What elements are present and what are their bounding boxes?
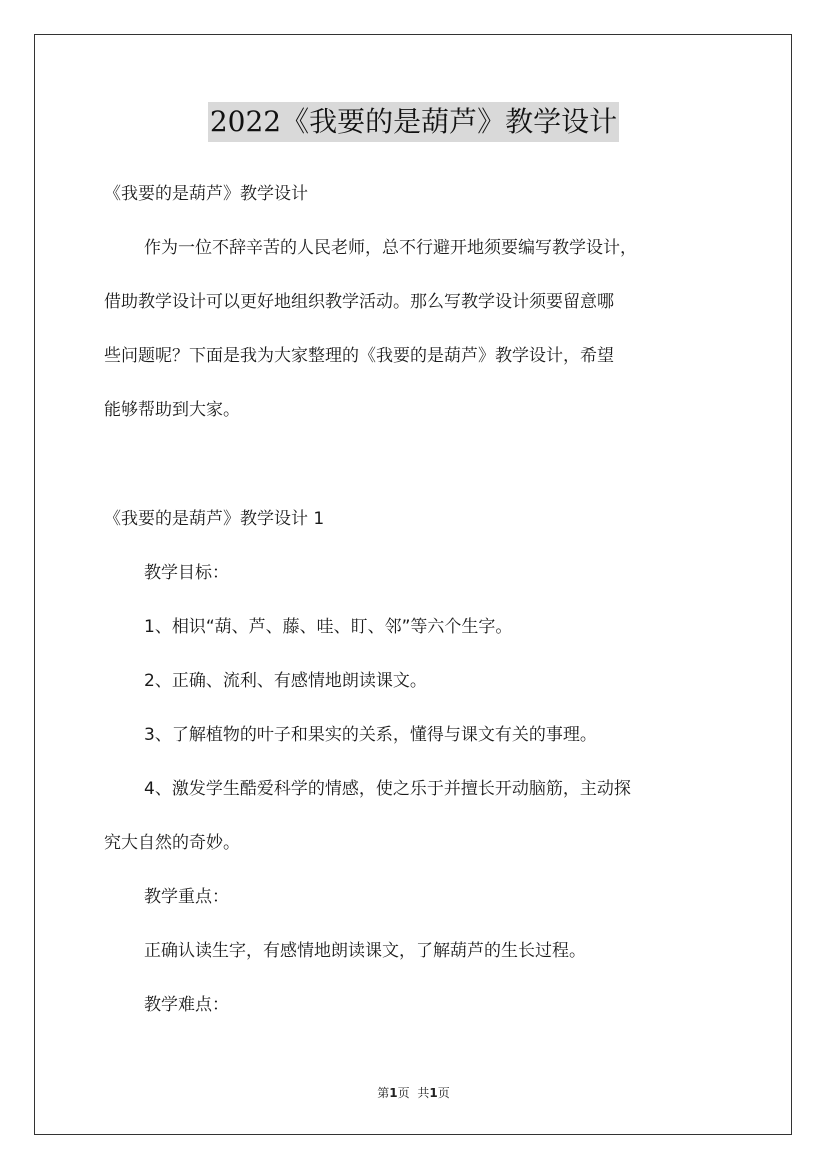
footer-page-prefix: 第 [377,1086,390,1100]
goal-item-2: 2、正确、流利、有感情地朗读课文。 [144,671,427,691]
footer-page-mid: 页 [397,1086,410,1100]
title-container [0,102,827,142]
footer-page-number: 1 [389,1086,398,1100]
goal-item-4-cont: 究大自然的奇妙。 [104,833,240,853]
intro-line-1: 作为一位不辞辛苦的人民老师，总不行避开地须要编写教学设计， [144,238,637,258]
goal-item-4: 4、激发学生酷爱科学的情感，使之乐于并擅长开动脑筋，主动探 [144,779,631,799]
page-footer [0,1084,827,1101]
goals-heading: 教学目标： [144,563,229,583]
document-title: 2022《我要的是葫芦》教学设计 [208,102,619,142]
intro-line-2: 借助教学设计可以更好地组织教学活动。那么写教学设计须要留意哪 [104,292,614,312]
footer-total-prefix: 共 [417,1086,430,1100]
footer-total-suffix: 页 [437,1086,450,1100]
key-heading: 教学重点： [144,887,229,907]
goal-item-1: 1、相识“葫、芦、藤、哇、盯、邻”等六个生字。 [144,617,513,637]
subtitle: 《我要的是葫芦》教学设计 [104,184,308,204]
difficulty-heading: 教学难点： [144,995,229,1015]
key-text: 正确认读生字，有感情地朗读课文，了解葫芦的生长过程。 [144,941,586,961]
footer-total-number: 1 [429,1086,438,1100]
intro-line-4: 能够帮助到大家。 [104,400,240,420]
goal-item-3: 3、了解植物的叶子和果实的关系，懂得与课文有关的事理。 [144,725,597,745]
intro-line-3: 些问题呢？下面是我为大家整理的《我要的是葫芦》教学设计，希望 [104,346,614,366]
section-heading: 《我要的是葫芦》教学设计 1 [104,509,325,529]
